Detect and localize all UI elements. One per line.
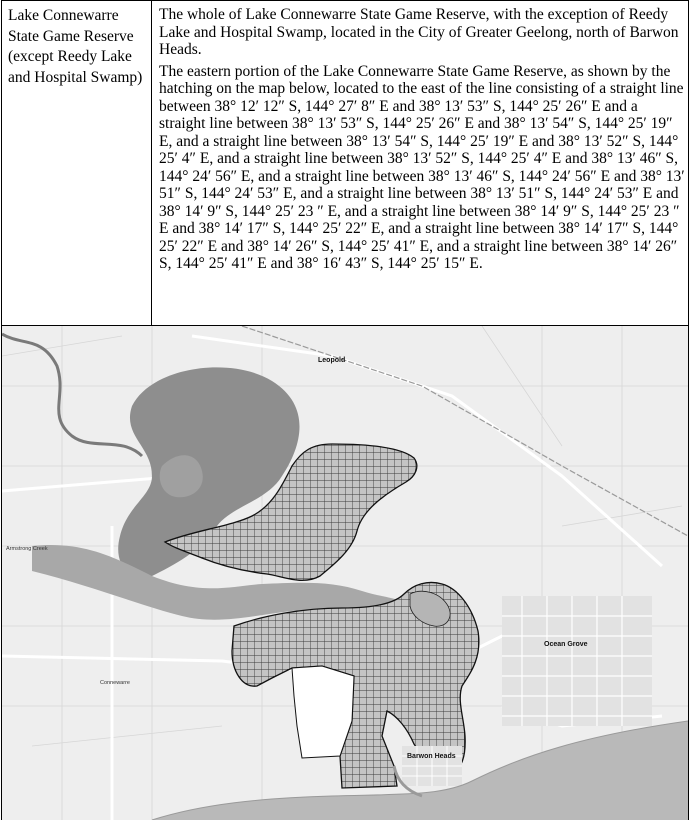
- ocean-grove-town: [502, 596, 652, 726]
- column-divider: [151, 1, 152, 325]
- label-barwon-heads: Barwon Heads: [407, 753, 456, 760]
- barwon-heads-town: [402, 746, 462, 786]
- reserve-description-cell: [159, 6, 687, 273]
- label-armstrong-creek: Armstrong Creek: [6, 546, 48, 552]
- reserve-name-cell: Lake Connewarre State Game Reserve (except Reedy Lake and Hospital Swamp): [8, 7, 143, 86]
- label-leopold: Leopold: [318, 357, 346, 364]
- description-paragraph-1: The whole of Lake Connewarre State Game Reserve, with the exception of Reedy Lake and Hospital Swamp, located in the City of Greater Geelong, north of Barwon Heads.: [159, 6, 679, 58]
- label-connewarre: Connewarre: [100, 680, 130, 686]
- description-paragraph-2: The eastern portion of the Lake Connewarre State Game Reserve, as shown by the hatching on the map below, located to the east of the line consisting of a straight line between 38° 12′ 12″ S, 144° 27′ 8″ E and 38° 13′ 53″ S, 144° 25′ 26″ E and a straight line between 38° 13′ 53″ S, 144° 25′ 26″ E and 38° 13′ 54″ S, 144° 25′ 19″ E, and a straight line between 38° 13′ 54″ S, 144° 25′ 19″ E and 38° 13′ 52″ S, 144° 25′ 4″ E, and a straight line between 38° 13′ 52″ S, 144° 25′ 4″ E and 38° 13′ 46″ S, 144° 24′ 56″ E, and a straight line between 38° 13′ 46″ S, 144° 24′ 56″ E and 38° 13′ 51″ S, 144° 24′ 53″ E, and a straight line between 38° 13′ 51″ S, 144° 24′ 53″ E and 38° 14′ 9″ S, 144° 25′ 23 ″ E, and a straight line between 38° 14′ 9″ S, 144° 25′ 23 ″ E and 38° 14′ 17″ S, 144° 25′ 22″ E, and a straight line between 38° 14′ 17″ S, 144° 25′ 22″ E and 38° 14′ 26″ S, 144° 25′ 41″ E, and a straight line between 38° 14′ 26″ S, 144° 25′ 41″ E and 38° 16′ 43″ S, 144° 25′ 15″ E.: [159, 62, 685, 272]
- reserve-map: [1, 326, 689, 820]
- map-svg: [2, 326, 688, 820]
- label-ocean-grove: Ocean Grove: [544, 641, 588, 648]
- reserve-table: [1, 0, 689, 326]
